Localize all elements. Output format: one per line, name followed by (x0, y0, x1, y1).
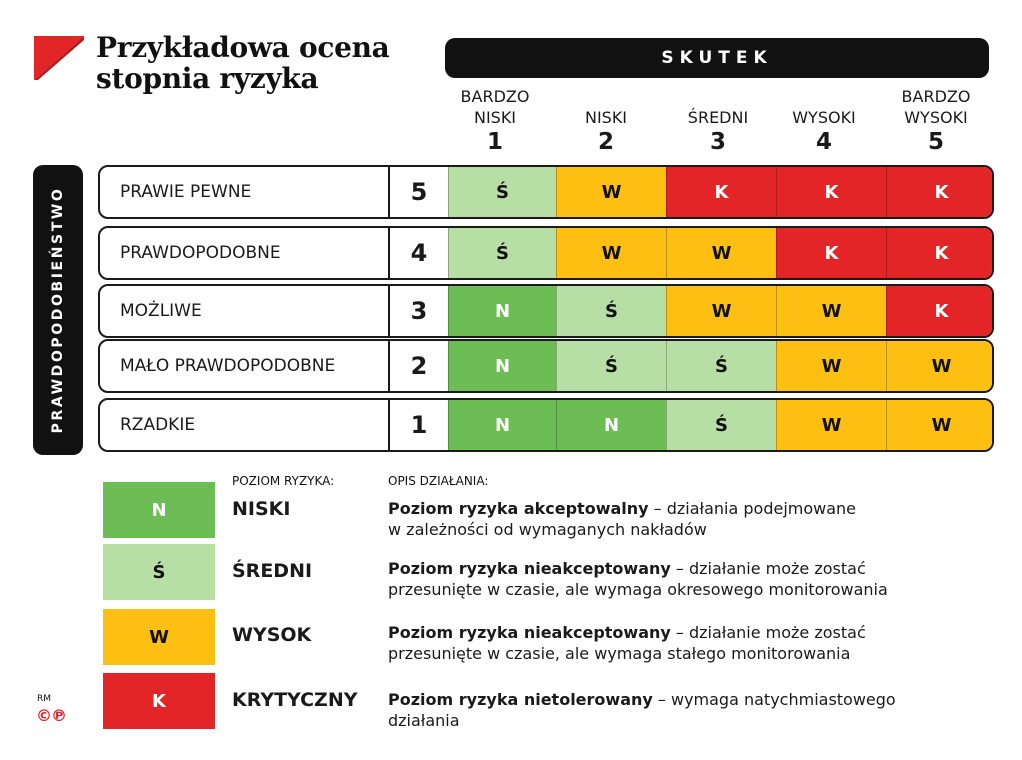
title-line: stopnia ryzyka (96, 62, 319, 95)
matrix-cell: W (556, 228, 666, 278)
matrix-cell: W (776, 341, 886, 391)
matrix-cell: K (886, 167, 994, 217)
row-label: MOŻLIWE (100, 286, 390, 336)
title-line: Przykładowa ocena (96, 31, 390, 64)
matrix-cell: Ś (448, 167, 556, 217)
column-header (450, 86, 540, 153)
column-header (778, 86, 870, 153)
matrix-cell: Ś (666, 341, 776, 391)
legend-description-text: – działanie może zostać (670, 623, 866, 642)
column-label: BARDZO (901, 87, 971, 106)
matrix-cell: W (776, 286, 886, 336)
column-label (778, 86, 870, 107)
matrix-cell: Ś (448, 228, 556, 278)
matrix-cell: K (886, 228, 994, 278)
matrix-row (98, 398, 994, 452)
matrix-cell: Ś (666, 400, 776, 450)
row-number: 4 (410, 239, 428, 267)
column-number: 5 (927, 129, 944, 155)
matrix-cell: N (448, 341, 556, 391)
column-label (672, 86, 764, 107)
legend-description-bold: Poziom ryzyka nieakceptowany (388, 623, 671, 642)
column-header (672, 86, 764, 153)
impact-header-label: SKUTEK (661, 48, 773, 68)
row-label: MAŁO PRAWDOPODOBNE (100, 341, 390, 391)
legend-description-text: – wymaga natychmiastowego (652, 690, 896, 709)
matrix-cell: N (448, 286, 556, 336)
impact-header (445, 38, 989, 78)
legend-swatch-critical: K (103, 673, 215, 729)
likelihood-header-label: PRAWDOPODOBIEŃSTWO (50, 186, 66, 434)
legend-description-bold: Poziom ryzyka nieakceptowany (388, 559, 671, 578)
legend-description-text: działania (388, 711, 460, 730)
copyright-mark: ©℗ (36, 706, 66, 725)
matrix-cell: W (776, 400, 886, 450)
column-label: WYSOKI (904, 108, 968, 127)
matrix-cell: N (448, 400, 556, 450)
row-label: RZADKIE (100, 400, 390, 450)
column-label (560, 86, 652, 107)
column-header (886, 86, 986, 153)
column-label: BARDZO (460, 87, 530, 106)
legend-level-name: KRYTYCZNY (232, 689, 358, 711)
matrix-row (98, 339, 994, 393)
legend-description-bold: Poziom ryzyka nietolerowany (388, 690, 653, 709)
legend-level-caption: POZIOM RYZYKA: (232, 474, 335, 488)
matrix-row (98, 165, 994, 219)
column-label: WYSOKI (792, 108, 856, 127)
column-label: ŚREDNI (687, 108, 749, 127)
legend-description (388, 498, 988, 540)
matrix-cell: K (886, 286, 994, 336)
matrix-row (98, 284, 994, 338)
matrix-cell: Ś (556, 286, 666, 336)
row-number: 5 (410, 178, 428, 206)
matrix-row (98, 226, 994, 280)
matrix-cell: Ś (556, 341, 666, 391)
column-number: 1 (486, 129, 503, 155)
legend-description-text: – działanie może zostać (670, 559, 866, 578)
matrix-cell: W (666, 286, 776, 336)
column-number: 4 (815, 129, 832, 155)
legend-action-caption: OPIS DZIAŁANIA: (388, 474, 489, 488)
legend-level-name: WYSOK (232, 624, 312, 646)
author-credit: RM (37, 694, 52, 704)
legend-description-bold: Poziom ryzyka akceptowalny (388, 499, 649, 518)
legend-description-text: w zależności od wymaganych nakładów (388, 520, 707, 539)
matrix-cell: W (886, 400, 994, 450)
row-number: 2 (410, 352, 428, 380)
row-number: 1 (410, 411, 428, 439)
column-header (560, 86, 652, 153)
column-number: 2 (597, 129, 614, 155)
matrix-cell: K (776, 167, 886, 217)
row-label: PRAWDOPODOBNE (100, 228, 390, 278)
row-number: 3 (410, 297, 428, 325)
matrix-cell: W (886, 341, 994, 391)
legend-swatch-low: N (103, 482, 215, 538)
legend-description (388, 689, 988, 731)
column-number: 3 (709, 129, 726, 155)
legend-swatch-high: W (103, 609, 215, 665)
row-label: PRAWIE PEWNE (100, 167, 390, 217)
matrix-cell: W (556, 167, 666, 217)
legend-description (388, 558, 988, 600)
legend-description (388, 622, 988, 664)
column-label: NISKI (473, 108, 517, 127)
publisher-logo-icon (34, 36, 84, 80)
matrix-cell: W (666, 228, 776, 278)
matrix-cell: N (556, 400, 666, 450)
matrix-cell: K (776, 228, 886, 278)
legend-level-name: ŚREDNI (232, 560, 313, 582)
legend-description-text: – działania podejmowane (648, 499, 857, 518)
legend-level-name: NISKI (232, 498, 291, 520)
legend-description-text: przesunięte w czasie, ale wymaga okresowego monitorowania (388, 580, 888, 599)
legend-description-text: przesunięte w czasie, ale wymaga stałego monitorowania (388, 644, 851, 663)
column-label: NISKI (584, 108, 628, 127)
page-title (96, 32, 389, 94)
legend-swatch-medium: Ś (103, 544, 215, 600)
matrix-cell: K (666, 167, 776, 217)
